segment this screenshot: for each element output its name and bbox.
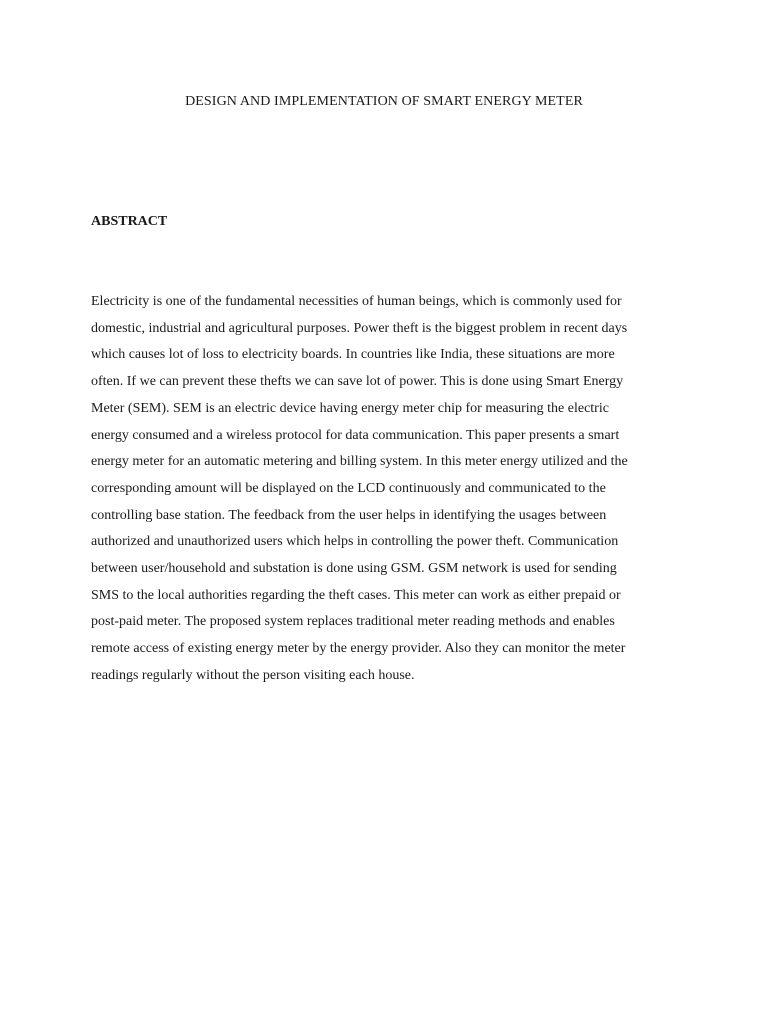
section-heading-abstract: ABSTRACT xyxy=(91,214,168,229)
abstract-line: between user/household and substation is done using GSM. GSM network is used for sending xyxy=(91,561,617,577)
abstract-line: often. If we can prevent these thefts we can save lot of power. This is done using Smart Energy xyxy=(91,374,624,390)
abstract-line: energy meter for an automatic metering and billing system. In this meter energy utilized and the xyxy=(91,454,628,470)
abstract-line: corresponding amount will be displayed on the LCD continuously and communicated to the xyxy=(91,480,606,496)
abstract-line: Electricity is one of the fundamental necessities of human beings, which is commonly used for xyxy=(91,294,622,309)
abstract-line: Meter (SEM). SEM is an electric device having energy meter chip for measuring the electric xyxy=(91,400,609,416)
abstract-paragraph xyxy=(91,289,681,690)
abstract-line: energy consumed and a wireless protocol for data communication. This paper presents a smart xyxy=(91,427,620,443)
abstract-line: controlling base station. The feedback from the user helps in identifying the usages between xyxy=(91,507,607,523)
page-title: DESIGN AND IMPLEMENTATION OF SMART ENERGY METER xyxy=(185,94,583,109)
abstract-line: authorized and unauthorized users which helps in controlling the power theft. Communication xyxy=(91,534,619,550)
abstract-line: SMS to the local authorities regarding the theft cases. This meter can work as either prepaid or xyxy=(91,587,621,603)
abstract-line: domestic, industrial and agricultural purposes. Power theft is the biggest problem in recent days xyxy=(91,320,628,336)
abstract-line: readings regularly without the person visiting each house. xyxy=(91,667,415,683)
abstract-line: remote access of existing energy meter by the energy provider. Also they can monitor the meter xyxy=(91,641,626,657)
abstract-line: which causes lot of loss to electricity boards. In countries like India, these situations are more xyxy=(91,347,615,363)
abstract-line: post-paid meter. The proposed system replaces traditional meter reading methods and enables xyxy=(91,614,615,630)
